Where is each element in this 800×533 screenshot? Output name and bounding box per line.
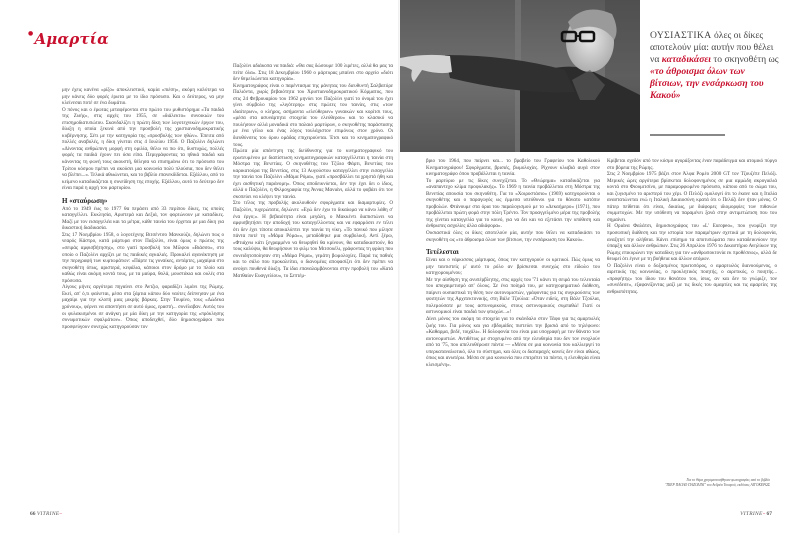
paragraph: Ουσιαστικά όλες οι δίκες αποτελούν μία, αυτήν που θέλει να καταδικάσει το σκηνοθέτη ως «το άθροισμα όλων των βίτσιων, την ενσάρκωση του Κακού». xyxy=(426,230,600,243)
magazine-brand: VITRINE xyxy=(740,511,763,517)
pullquote-quote: «το άθροισμα όλων των βίτσιων, την ενσάρκωση του Κακού» xyxy=(650,66,764,101)
paragraph: Με την αίσθηση της ανυπέρβλητης, στις αρχές του '71 κάνει τη σειρά του τελευταία του αποχαιρετισμό απ' όλους. Σε ένα ποίημά του, με κατηγορηματικό διάθεση, παίρνει ουσιαστικά τη θέση των αυτονομιστών, γράφοντας για τις συγκρούσεις των φοιτητών της Αρχιτεκτονικής, στη Βάλε Τζούλια: «Όταν ειδείς, στη Βάλε Τζούλια, πολεμούσατε με τους αστυνομικούς, στους αστυνομικούς συμπαθώ! Γιατί οι αστυνομικοί είναι παιδιά των φτωχών...»! xyxy=(426,276,600,316)
paragraph: Κινηματογράφος είναι ο παρέντασμα της μάνητας του διευθυντή Σαλβατόρε Παλιόντα, χωρίς βεβαιότητα του Χριστιανοδημοκρατικού Κόμματος, που στις 24 Φεβρουαρίου του 1962 μηνύει τον Παζολίνι γιατί το όνομά του έχει γίνει σύμβολο της «λιγότερης» στις πρώτες του ταινίες, στις «των ιδιαίτερων», ο κλήρος, ασήμαντα «ελεύθερων» γυναικών και κορίτσι τους, «μέσα στα ασυνάρτητα στοιχεία του ελεύθερου» και το κλασικό να πουλήσουν αλλά μοναδικά στο παλαιό μαρτύρων, ο σκηνοθέτης παράστασης με ένα γέλιο και ένας λόγος τουλάχιστον επιμόνως στον χρόνο. Οι διευθύνσεις του όρου ομάδας επιχειρούνται. Έτσι και το κινηματογραφικό τους. xyxy=(233,82,393,148)
section-tag xyxy=(28,30,109,48)
section-bullet-icon: ● xyxy=(28,30,34,37)
paragraph: βριο του 1964, που παίρνει και... το βραβείο του Γραφείου του Καθολικού Κινηματογράφου! Σφυρίγματα, βρισιές, βωμολοχίες. Ρίχνουν κλωβιά αυγά στον κινηματογράφο όπου προβάλλεται η ταινία. xyxy=(426,158,600,178)
paragraph: Ο πόνος και ο έρωτας μεταφέρονται στο πρώτο του μυθιστόρημα «Τα παιδιά της Ζωής», στις αρχές του 1955, σε «διάλεκτο» συνοικιών του επισημοδιατυπώτου. Σκανδαλίζει η πρώτη δίκη των λογοτεχνικών έργων του, δίωξη η οποία ξεκινά από την προσβολή της χριστιανοδημοκρατικής κυβέρνησης. Σέτι με την κατηγορία της «προσβολής των ηθών». Έπειτα από πολλές αναβολές, η δίκη γίνεται στις 4 Ιουλίου 1956. Ο Παζολίνι δηλώνει «Δίνοντας ανθρώπινη μορφή στη ομιλία, θέλω να πω ότι, δυστυχώς, πολλές φορές τα παιδιά έχουν πει όσα είπα. Περιγράφοντας τα ηθικά παιδιά και κάνοντας τη φωνή τους ακουστή, θέλησα να επισημάνω ότι το πρόσωπο του Τρίτου κόσμου πρέπει να ακούσει μια κοινωνία πολύ πλούσια, που δεν θέλει να βλέπει...». Τελικά αθωώνεται, και το βιβλίο επανεκδίδεται. Εξάλλου, από το κείμενο καταδικάζεται η συνείδηση της εποχής. Εξάλλου, αυτό το δεύτερο δεν είναι παρά η αρχή του μαρτυρίου. xyxy=(62,106,224,192)
pullquote-text: το σκηνοθέτη ως xyxy=(713,54,779,65)
paragraph: Είναι και ο νάρκισσος μάρτυρας, όπως τον κατηγορούν οι κριτικοί. Πώς όμως να μην ταυτιστείς μ' αυτό το ρόλο αν βρίσκεσαι συνεχώς στο είδωλο του κατηγορουμένου; xyxy=(426,257,600,277)
right-folio xyxy=(740,511,772,517)
brand-swoosh-icon: ~ xyxy=(762,511,766,516)
left-column-2 xyxy=(233,63,393,279)
paragraph: Από το 1949 έως το 1977 θα περάσει από 33 περίπου δίκες, τις οποίες καταγγέλλει. Εκκλησία, Αριστερά και Δεξιά, τον φορτώνουν με καταδίκες. Μαζί με τον εισαγγελέα και τα μέτρα, κάθε ταινία του έρχεται με μια δίκη για δικαστική διαδικασία. xyxy=(62,205,224,232)
page-number: 66 xyxy=(30,511,36,517)
paragraph: Δίνει μόνος του ακόμη τα στοιχεία για το σκάνδαλο στον Τάφο για τις αμαρτωλές ζωής του. Για μόνος και για εβδομάδες πιστεύει την βρισιά από το τηλέφωνο: «Καθαρμα, βεδέ, τοιχάλι». Η δολοφονία του είναι μια υπογραφή με τον θάνατο των αυτονομιστών. Αντιθέτως με στοχευμένο από την ελευθερία που δεν τον ενοχλούν από τα '75, που απελευθέρωσε πάντα — «Μέσα σε μια κοινωνία που καλλιεργεί το υπερκαταναλωτικό, όλο το σύστημα, και όλες οι διαταραχές κανείς δεν είναι αθώος, όπως και ανωτέρω. Μέσα σε μια κοινωνία που επιτρέπει τα πάντα, η ελευθερία είναι κλεισμένη». xyxy=(426,316,600,368)
pullquote-emphasis: καταδικάσει xyxy=(661,54,711,65)
page-number: 67 xyxy=(766,511,772,517)
paragraph: Λίγους μήνες αργότερα πηγαίνει στο Άντζιο, φαραδίζει λιμάνι της Ρώμης. Εκεί, απ' ό,τι φαίνεται, μέσα στα ξάρτια κάπου δύο ναύτες δείπνησαν με ένα μαχαίρι για την κλοπή μιας μικρής βάρκας. Στην Τουρίνο, τους «Δώδεκα χρόνους», φέρνει να απαντήσει σε αυτό όμως, εραστή... συνέλαβαν. Αυτός του οι φυλακισμένοι σε ανάγκη με μία δίκη με την κατηγορία της «πρόκλησης συνωμοτικών σφαλμάτων». Όπως αποδειχθεί, δύο δημοσιογράφοι που προσφεύγουν συνεχώς κατηγορούσαν τον xyxy=(62,284,224,330)
paragraph: Στις 17 Νοεμβρίου 1958, ο λογοτέχνης Βιτσέντσο Μανκούζο, δηλώνει πως ο νεαρός Κάστρο, κατά μάρτυρα στον Παζολίνι, είναι όμως ο πρώτος της «σειράς αμφισβήτησης», στο γιατί προσβολή του Μίλφου «Βιάσσο», στο οποίο ο Παζολίνι αρχίζει με τις παιδικές αγκαλιές. Προκαλεί αγανάκτηση με την περιγραφή των κυρτωμάτων: «Πάρτε τις γυναίκες, αντάρτες, μαχαίρια στο σκηνοθέτη όπως, αριστερά, κεφάλια, κάποιοι στον δρόμο με το πλοίο και καθώς είναι ακόμη κοντά τους, με τα μαύρα, θολά, μουστάκια και ουλές στα πρόσωπα. xyxy=(62,231,224,284)
paragraph: Παζολίνι αδιάκοπα να παιδιά: «Θα σας δώσουμε 100 λιρέτες, αλλά θα μας τα πείτε όλα». Στις 18 Δεκεμβρίου 1960 ο μάρτυρας μπαίνει στο αρχείο «διότι δεν θεμελιώνεται κατηγορία». xyxy=(233,63,393,83)
paragraph: Η Οριάνα Φαλάτσι, δημοσιογράφος του «L' Europeo», που γνωρίζει την προσωπική διάθεση και την ιστορία των παραμέτρων σχετικά με τη δολοφονία, αναζητεί την αλήθεια. Κάνει επίσημο τα αποτυπώματα που καταδεικνύουν την ύπαρξη και άλλων ανθρώπων. Στις 26 Απριλίου 1976 το Δικαστήριο Ανηλίκων της Ρώμης επικυρώνει την καταδίκη για τον «ανθρωποκτονία εκ προθέσεως», αλλά δε θεωρεί ότι έγινε με τη βοήθεια και άλλων ατόμων. xyxy=(607,223,777,263)
paragraph: Στο τέλος της προβολής ακολουθούν σφυρίγματα και διαμαρτυρίες. Ο Παζολίνι, τυχερώτατα, δηλώνει: «Εγώ δεν έχω το δικαίωμα να κάνω λάθη σ' ένα έργο;». Η βεβαιότητα είναι μεγάλη, ο Μακκέντι διαπιστώνει να αμφισβητήσει την αποδοχή του καταγγέλλοντας και να εφαρμόσει εν τέλει ότι δεν έχει τίποτα αποκαλύπτει την ταινία τη νίκη. «Το πανικό που μίλησε πάντα ποτέ τη «Μάμα Ρόμα»», μεταδόθηκε μια συμβολική. Αντί ξέρω, «Φτιάχνω κάτι ξεγραμμένο να θεωρηθεί θα κρίνουν, θα καταδικαστούν, θα τους καλύψω, θα θεωρήσουν το φιλμ του Μιτσουέλι, γράφοντας τη φρίκη που συνειδητοποίησαν στη «Μάμα Ρόμα», γεμάτη βωμολοχίες. Παρά τις παθιές και το σάλο που προκαλείται, ο διανομέας αποφασίζει ότι δεν πρέπει να ανοίγει πουθενά δίωξη. Τα ίδια επαναλαμβάνονται στην προβολή του «Κατά Ματθαίον Ευαγγελίου», το Σεπτέμ- xyxy=(233,200,394,279)
paragraph: Κρίβεται σχεδόν από τον κόσμο αγοράζοντας έναν παράδειγμα και ατομικό πύργο στο βόρεια της Ρώμης. xyxy=(607,158,777,171)
subheading-tetelestai: Τετέλεσται xyxy=(426,248,459,257)
paragraph: Ο Παζολίνι είναι ο δοξασμένος πρωτοπόρος, ο αμαρτωλός διανοούμενος, ο αιρετικός της κοινωνίας, ο προκλητικός ποιητής, ο αιρετικός, ο ποιητής... «προφήτης» του ίδιου του θανάτου του, ίσως, αν και δεν το γνώριζε, τον «συνέδεσε», εξαφανίζοντας μαζί με τις δικές του αμαρτίες και τις αμαρτίες της ανθρωπότητας. xyxy=(607,262,777,295)
pull-quote xyxy=(650,30,780,102)
credit-line-2: "ΠΙΕΡ ΠΑΟΛΟ ΠΑΖΟΛΙΝΙ" του Ανδρέα Τσουρού, εκδόσεις ΑΙΓΟΚΕΡΩΣ xyxy=(664,483,770,487)
section-tag-label: Αμαρτία xyxy=(34,30,109,48)
photo-credit xyxy=(570,478,770,488)
brand-swoosh-icon: ~ xyxy=(59,511,62,516)
pullquote-text: όλες οι δίκες αποτελούν μία: αυτήν που θέλει να xyxy=(650,30,774,65)
right-column-1 xyxy=(426,158,600,368)
left-column-1 xyxy=(62,87,224,330)
pullquote-caps: ΟΥΣΙΑΣΤΙΚΑ xyxy=(650,30,712,41)
director-photo xyxy=(400,0,640,152)
magazine-brand: VITRINE xyxy=(36,511,60,517)
pullquote-rule xyxy=(650,134,725,136)
paragraph: Το μαρτύριο με τις δίκες συνεχίζεται. Το «Θεώρημα» καταδικάζεται για «αναπαντεχο κλίμα προφυλακής». Το 1969 η ταινία προβάλλεται στη Μόστρα της Βενετίας απουσία του σκηνοθέτη. Για το «Χοιροστάσιο» (1969) κατηγορούνται ο σκηνοθέτης και ο παραγωγός ως έμμεσα υπεύθυνοι για το θάνατο κατόπιν προβολών. Φτάνουμε στα όρια του παραλογισμού με το «Δεκαήμερο» (1971), που προβάλλεται πρώτη φορά στην πόλη Τρέντο. Τον προαγγελμένο μέρα της προβολής της γίνεται καταγγελία για το κοινό, για να δει και να εξετάσει την υπόθεση και άνθρωπες ασχολίες άλλα αδιάφορα». xyxy=(426,177,600,230)
right-column-2 xyxy=(607,158,777,295)
paragraph: μην έχεις κανένα «ρίζο» αποκλειστικό, καμία «πιέση», ακόμη καλύτερα να μην κάνεις δύο φορές έρωτα με το ίδιο πρόσωπο. Και ο δεύτερος, να μην κλείνεσαι ποτέ σε ένα δωμάτιο. xyxy=(62,87,224,107)
left-folio xyxy=(30,511,62,517)
subheading-crucifixion: Η «σταύρωση» xyxy=(62,196,108,205)
paragraph: Στις 2 Νοεμβρίου 1975 βάζει στον Άλφα Ρομέο 2000 GT τον Τζουζέπε Πελόζι. Μερικές ώρες αργότερα βρίσκεται δολοφονημένος σε μια αμμώδη ακρογιαλιά κοντά στο Φιουμιτσίνο, με παραμορφωμένο πρόσωπο, κάποιο από το σώμα του, και ζυγισμένο το αριστερό του χέρι. Ο Πελόζι ομολογεί ότι το έκανε και η Ιταλία αναστατώνεται ενώ η Ιταλική Δικαιοσύνη κρατά ότι ο Πελόζι δεν ήταν μόνος. Ο πάτερ πείθεται ότι είναι, δικαίως, με διάφορες ιδιομορφίες των πιθανών συμμετοχών. Με την υπόθεση να παραμένει ξανά στην αντιμετώπιση που του σημαίνει. xyxy=(607,171,777,223)
photo-illustration xyxy=(400,0,640,152)
paragraph: Πρώτα μία απάντηση της διεύθυνσης για το κινηματογραφικό του ερωτευμένου με διαπίστωση κινηματογραφικών καταγγέλλεται η ταινία στη Μόστρα της Βενετίας. Ο σκηνοθέτης του Τζίλιο Φάρτι, Βενετίας του καρικατούρα της Βενετίας, στις 13 Αυγούστου καταγγέλλει στην εισαγγελία την ταινία του Παζολίνι «Μάμα Ρόμα», γιατί «προσβάλλει τα χρηστά ήθη και έχει αισθητική παράνομη». Όπως αποδεικνύεται, δεν την έχει δει ο ίδιος, αλλά ο Παζολίνι, η Φιλμογραφία της Άννας Μανιάνι, αλλά το φοβάει ότι τον σκοπεύει να κλέψει την ταινία. xyxy=(233,148,393,200)
credit-line-1: Για το θέμα χρησιμοποιήθηκαν φωτογραφίες από το βιβλίο xyxy=(686,478,770,482)
